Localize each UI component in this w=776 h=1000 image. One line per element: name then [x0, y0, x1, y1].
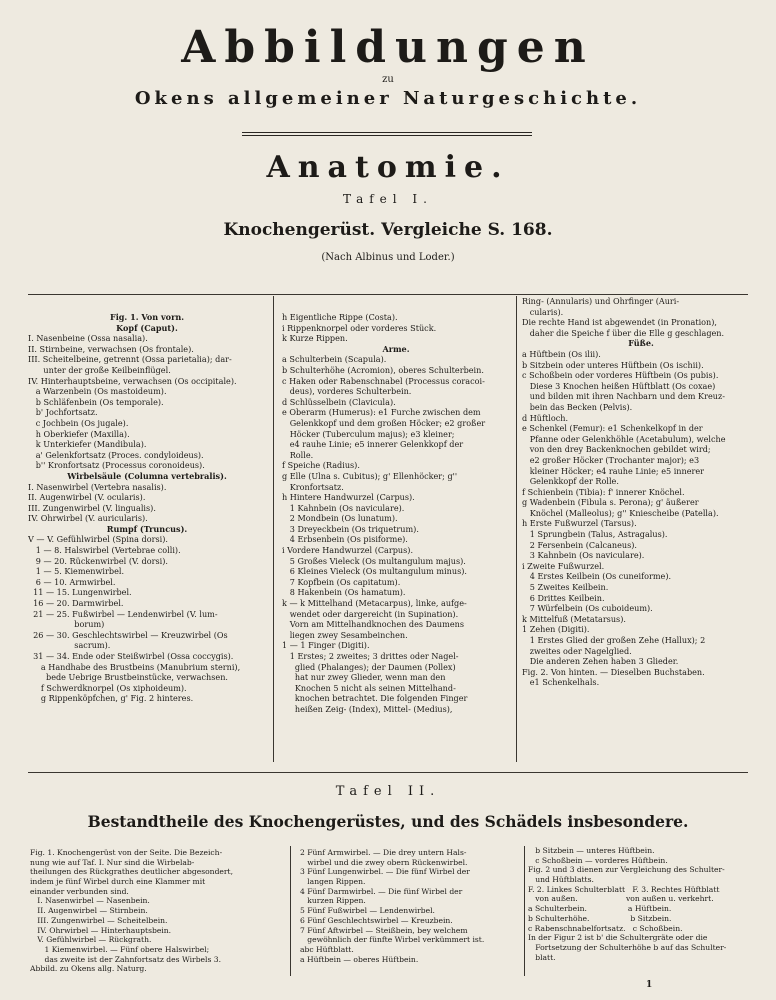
column-3: [522, 296, 760, 688]
text-line: i Vordere Handwurzel (Carpus).: [282, 545, 414, 556]
text-line: Fig. 1. Knochengerüst von der Seite. Die Bezeich-: [30, 848, 223, 857]
text-line: 4 Fünf Darmwirbel. — Die fünf Wirbel der: [300, 886, 463, 896]
text-line: b Sitzbein oder unteres Hüftbein (Os ischii).: [522, 359, 704, 370]
text-line: Wirbelsäule (Columna vertebralis).: [67, 470, 227, 481]
text-line: II. Stirnbeine, verwachsen (Os frontale).: [28, 343, 194, 354]
text-line: und bilden mit ihren Nachbarn und dem Kreuz-: [522, 391, 725, 402]
text-line: 1 Kahnbein (Os naviculare).: [282, 502, 405, 513]
text-line: a Schulterbein (Scapula).: [282, 354, 387, 365]
text-line: daher die Speiche f über die Elle g geschlagen.: [522, 327, 725, 338]
text-line: a Handhabe des Brustbeins (Manubrium sterni),: [28, 661, 241, 672]
text-line: b Schulterhöhe (Acromion), oberes Schulterbein.: [282, 364, 484, 375]
text-line: 1 Erstes; 2 zweites; 3 drittes oder Nagel-: [282, 651, 459, 661]
text-line: g Elle (Ulna s. Cubitus); g' Ellenhöcker; g'': [282, 470, 458, 481]
plate-2-column-3: [528, 846, 764, 962]
text-line: gewöhnlich der fünfte Wirbel verkümmert ist.: [300, 935, 485, 945]
text-line: 2 Fersenbein (Calcaneus).: [522, 539, 637, 550]
text-line: Knöchel (Malleolus); g'' Kniescheibe (Patella).: [522, 507, 719, 518]
plate-2-column-2: [300, 848, 522, 964]
text-line: Fig. 1. Von vorn.: [109, 312, 185, 322]
text-line: Rumpf (Truncus).: [106, 523, 188, 534]
text-line: unter der große Keilbeinflügel.: [28, 364, 171, 375]
column-divider-1: [273, 296, 274, 762]
text-line: glied (Phalanges); der Daumen (Pollex): [282, 661, 456, 672]
text-line: g Rippenköpfchen, g' Fig. 2 hinteres.: [28, 693, 194, 704]
column-2: [282, 312, 510, 715]
text-line: von den drey Backenknochen gebildet wird;: [522, 444, 711, 455]
text-line: 5 Fünf Fußwirbel — Lendenwirbel.: [300, 906, 435, 916]
text-line: Fortsetzung der Schulterhöhe b auf das Schulter-: [528, 942, 727, 952]
text-line: langen Rippen.: [300, 877, 366, 887]
text-line: 7 Fünf Aftwirbel — Steißbein, bey welchem: [300, 925, 468, 935]
text-line: kurzen Rippen.: [300, 896, 366, 906]
text-line: Die anderen Zehen haben 3 Glieder.: [522, 656, 679, 667]
text-line: 7 Würfelbein (Os cuboideum).: [522, 603, 653, 614]
text-line: k Mittelfuß (Metatarsus).: [522, 613, 626, 624]
text-line: von außen. von außen u. verkehrt.: [528, 894, 714, 904]
text-line: 3 Fünf Lungenwirbel. — Die fünf Wirbel der: [300, 867, 470, 877]
text-line: und Hüftblatts.: [528, 875, 594, 885]
text-line: 9 — 20. Rückenwirbel (V. dorsi).: [28, 555, 168, 566]
text-line: V. Gefühlwirbel — Rückgrath.: [30, 935, 152, 945]
text-line: c Haken oder Rabenschnabel (Processus coracoi-: [282, 375, 485, 386]
text-line: b' Jochfortsatz.: [28, 407, 98, 418]
divider-bottom: [28, 772, 748, 773]
text-line: 1 — 1 Finger (Digiti).: [282, 640, 370, 651]
text-line: Pfanne oder Gelenkhöhle (Acetabulum), welche: [522, 433, 726, 444]
text-line: Ring- (Annularis) und Ohrfinger (Auri-: [522, 296, 680, 306]
text-line: cularis).: [522, 306, 564, 317]
text-line: Kopf (Caput).: [116, 322, 178, 333]
text-line: I. Nasenwirbel — Nasenbein.: [30, 896, 150, 906]
text-line: kleiner Höcker; e4 rauhe Linie; e5 innerer: [522, 465, 705, 476]
column-divider-3: [290, 846, 291, 976]
text-line: i Zweite Fußwurzel.: [522, 560, 605, 571]
text-line: indem je fünf Wirbel durch eine Klammer mit: [30, 877, 206, 887]
text-line: 2 Fünf Armwirbel. — Die drey untern Hals-: [300, 848, 467, 857]
text-line: borum): [28, 619, 105, 630]
text-line: Höcker (Tuberculum majus); e3 kleiner;: [282, 428, 455, 439]
text-line: e Schenkel (Femur): e1 Schenkelkopf in der: [522, 423, 703, 434]
column-1: [28, 312, 266, 704]
text-line: 31 — 34. Ende oder Steißwirbel (Ossa coccygis).: [28, 651, 234, 661]
text-line: Vorn am Mittelhandknochen des Daumens: [282, 619, 464, 630]
text-line: In der Figur 2 ist b' die Schultergräte oder die: [528, 933, 708, 943]
text-line: Diese 3 Knochen heißen Hüftblatt (Os coxae): [522, 380, 716, 391]
text-line: 1 — 8. Halswirbel (Vertebrae colli).: [28, 545, 181, 556]
zu-label: zu: [382, 74, 394, 85]
text-line: a Schulterbein. a Hüftbein.: [528, 904, 672, 914]
text-line: sacrum).: [28, 640, 111, 651]
divider-top: [28, 294, 748, 295]
text-line: e2 großer Höcker (Trochanter major); e3: [522, 454, 700, 465]
text-line: 4 Erstes Keilbein (Os cuneiforme).: [522, 571, 672, 582]
page-title: Abbildungen: [181, 22, 595, 73]
section-title: Anatomie.: [266, 150, 510, 185]
text-line: Kronfortsatz.: [282, 481, 344, 492]
text-line: k Kurze Rippen.: [282, 333, 348, 344]
text-line: hat nur zwey Glieder, wenn man den: [282, 672, 446, 683]
text-line: blatt.: [528, 952, 556, 962]
text-line: III. Zungenwirbel (V. lingualis).: [28, 502, 156, 513]
text-line: a Warzenbein (Os mastoideum).: [28, 386, 167, 397]
text-line: f Schienbein (Tibia): f' innerer Knöchel.: [522, 486, 685, 497]
text-line: k Unterkiefer (Mandibula).: [28, 439, 147, 450]
text-line: F. 2. Linkes Schulterblatt F. 3. Rechtes Hüftblatt: [528, 884, 720, 894]
text-line: d Hüftloch.: [522, 412, 569, 423]
text-line: Fig. 2 und 3 dienen zur Vergleichung des Schulter-: [528, 865, 725, 875]
text-line: h Eigentliche Rippe (Costa).: [282, 312, 398, 322]
plate-2-label: Tafel II.: [335, 784, 441, 799]
text-line: 6 — 10. Armwirbel.: [28, 576, 116, 587]
text-line: II. Augenwirbel — Stirnbein.: [30, 906, 148, 916]
text-line: III. Scheitelbeine, getrennt (Ossa parietalia); dar-: [28, 354, 232, 365]
text-line: Rolle.: [282, 449, 314, 460]
text-line: c Jochbein (Os jugale).: [28, 417, 129, 428]
plate-label: Tafel I.: [343, 192, 433, 206]
text-line: bede Uebrige Brustbeinstücke, verwachsen.: [28, 672, 228, 683]
text-line: e1 Schenkelhals.: [522, 677, 600, 688]
text-line: 1 — 5. Kiemenwirbel.: [28, 566, 125, 577]
text-line: IV. Ohrwirbel (V. auricularis).: [28, 513, 148, 524]
text-line: bein das Becken (Pelvis).: [522, 401, 633, 412]
text-line: h Hintere Handwurzel (Carpus).: [282, 492, 415, 503]
text-line: b Schulterhöhe. b Sitzbein.: [528, 913, 672, 923]
text-line: abc Hüftblatt.: [300, 944, 354, 954]
text-line: Abbild. zu Okens allg. Naturg.: [30, 964, 147, 974]
text-line: a Hüftbein — oberes Hüftbein.: [300, 954, 419, 964]
text-line: 3 Kahnbein (Os naviculare).: [522, 550, 645, 561]
text-line: Gelenkkopf und dem großen Höcker; e2 großer: [282, 417, 486, 428]
text-line: 1 Erstes Glied der großen Zehe (Hallux); 2: [522, 635, 706, 645]
page-number: 1: [646, 980, 653, 990]
text-line: c Schoßbein oder vorderes Hüftbein (Os pubis).: [522, 370, 719, 381]
text-line: 8 Hakenbein (Os hamatum).: [282, 587, 406, 598]
text-line: b Sitzbein — unteres Hüftbein.: [528, 846, 655, 855]
text-line: Die rechte Hand ist abgewendet (in Pronation),: [522, 317, 717, 328]
text-line: d Schlüsselbein (Clavicula).: [282, 396, 396, 407]
text-line: a Hüftbein (Os ilii).: [522, 348, 601, 359]
text-line: 3 Dreyeckbein (Os triquetrum).: [282, 523, 419, 534]
text-line: 6 Fünf Geschlechtswirbel — Kreuzbein.: [300, 915, 453, 925]
text-line: c Schoßbein — vorderes Hüftbein.: [528, 855, 668, 865]
plate-2-heading: Bestandtheile des Knochengerüstes, und des Schädels insbesondere.: [87, 812, 689, 831]
text-line: c Rabenschnabelfortsatz. c Schoßbein.: [528, 923, 683, 933]
text-line: 1 Kiemenwirbel. — Fünf obere Halswirbel;: [30, 944, 210, 954]
text-line: Arme.: [382, 343, 410, 354]
text-line: deus), vorderes Schulterbein.: [282, 386, 412, 397]
text-line: 1 Zehen (Digiti).: [522, 624, 590, 635]
source-note: (Nach Albinus und Loder.): [321, 252, 455, 263]
text-line: 6 Kleines Vieleck (Os multangulum minus).: [282, 566, 467, 577]
text-line: 21 — 25. Fußwirbel — Lendenwirbel (V. lum-: [28, 608, 218, 619]
text-line: Knochen 5 nicht als seinen Mittelhand-: [282, 682, 456, 693]
text-line: 16 — 20. Darmwirbel.: [28, 598, 124, 609]
text-line: h Erste Fußwurzel (Tarsus).: [522, 518, 637, 529]
text-line: a' Gelenkfortsatz (Proces. condyloideus).: [28, 449, 204, 460]
text-line: e Oberarm (Humerus): e1 Furche zwischen dem: [282, 407, 481, 418]
text-line: theilungen des Rückgrathes deutlicher abgesondert,: [30, 867, 234, 877]
text-line: 4 Erbsenbein (Os pisiforme).: [282, 534, 408, 545]
text-line: e4 rauhe Linie; e5 innerer Gelenkkopf der: [282, 439, 464, 450]
text-line: Fig. 2. Von hinten. — Dieselben Buchstaben.: [522, 666, 705, 677]
subtitle: Okens allgemeiner Naturgeschichte.: [134, 88, 642, 109]
text-line: IV. Hinterhauptsbeine, verwachsen (Os occipitale).: [28, 375, 237, 386]
text-line: h Oberkiefer (Maxilla).: [28, 428, 130, 439]
text-line: V — V. Gefühlwirbel (Spina dorsi).: [28, 534, 168, 545]
column-divider-4: [524, 846, 525, 976]
text-line: b Schläfenbein (Os temporale).: [28, 396, 164, 407]
text-line: heißen Zeig- (Index), Mittel- (Medius),: [282, 703, 453, 714]
text-line: I. Nasenbeine (Ossa nasalia).: [28, 333, 148, 344]
text-line: zweites oder Nagelglied.: [522, 645, 632, 656]
text-line: das zweite ist der Zahnfortsatz des Wirbels 3.: [30, 954, 222, 964]
text-line: liegen zwey Sesambeinchen.: [282, 629, 408, 640]
text-line: k — k Mittelhand (Metacarpus), linke, aufge-: [282, 598, 467, 609]
text-line: knochen betrachtet. Die folgenden Finger: [282, 693, 468, 704]
text-line: 1 Sprungbein (Talus, Astragalus).: [522, 529, 668, 540]
text-line: Gelenkkopf der Rolle.: [522, 476, 619, 487]
text-line: einander verbunden sind.: [30, 886, 129, 896]
text-line: 6 Drittes Keilbein.: [522, 592, 605, 603]
text-line: III. Zungenwirbel — Scheitelbein.: [30, 915, 168, 925]
plate-heading: Knochengerüst. Vergleiche S. 168.: [223, 220, 553, 240]
title-rule-bottom: [242, 135, 532, 136]
text-line: II. Augenwirbel (V. ocularis).: [28, 492, 146, 503]
text-line: b'' Kronfortsatz (Processus coronoideus).: [28, 460, 205, 471]
text-line: 26 — 30. Geschlechtswirbel — Kreuzwirbel (Os: [28, 629, 228, 640]
text-line: 5 Zweites Keilbein.: [522, 582, 609, 593]
column-divider-2: [516, 296, 517, 762]
text-line: I. Nasenwirbel (Vertebra nasalis).: [28, 481, 167, 492]
text-line: nung wie auf Taf. I. Nur sind die Wirbelab-: [30, 857, 195, 867]
text-line: 7 Kopfbein (Os capitatum).: [282, 576, 401, 587]
plate-2-column-1: [30, 848, 278, 974]
text-line: wendet oder dargereicht (in Supination).: [282, 608, 459, 619]
title-rule-top: [242, 132, 532, 133]
text-line: wirbel und die zwey obern Rückenwirbel.: [300, 857, 468, 867]
text-line: g Wadenbein (Fibula s. Perona); g' äußerer: [522, 497, 699, 508]
text-line: f Schwerdknorpel (Os xiphoideum).: [28, 682, 187, 693]
text-line: 5 Großes Vieleck (Os multangulum majus).: [282, 555, 466, 566]
text-line: i Rippenknorpel oder vorderes Stück.: [282, 322, 437, 333]
text-line: 11 — 15. Lungenwirbel.: [28, 587, 132, 598]
text-line: f Speiche (Radius).: [282, 460, 360, 471]
text-line: IV. Ohrwirbel — Hinterhauptsbein.: [30, 925, 172, 935]
text-line: Füße.: [628, 338, 654, 349]
text-line: 2 Mondbein (Os lunatum).: [282, 513, 398, 524]
